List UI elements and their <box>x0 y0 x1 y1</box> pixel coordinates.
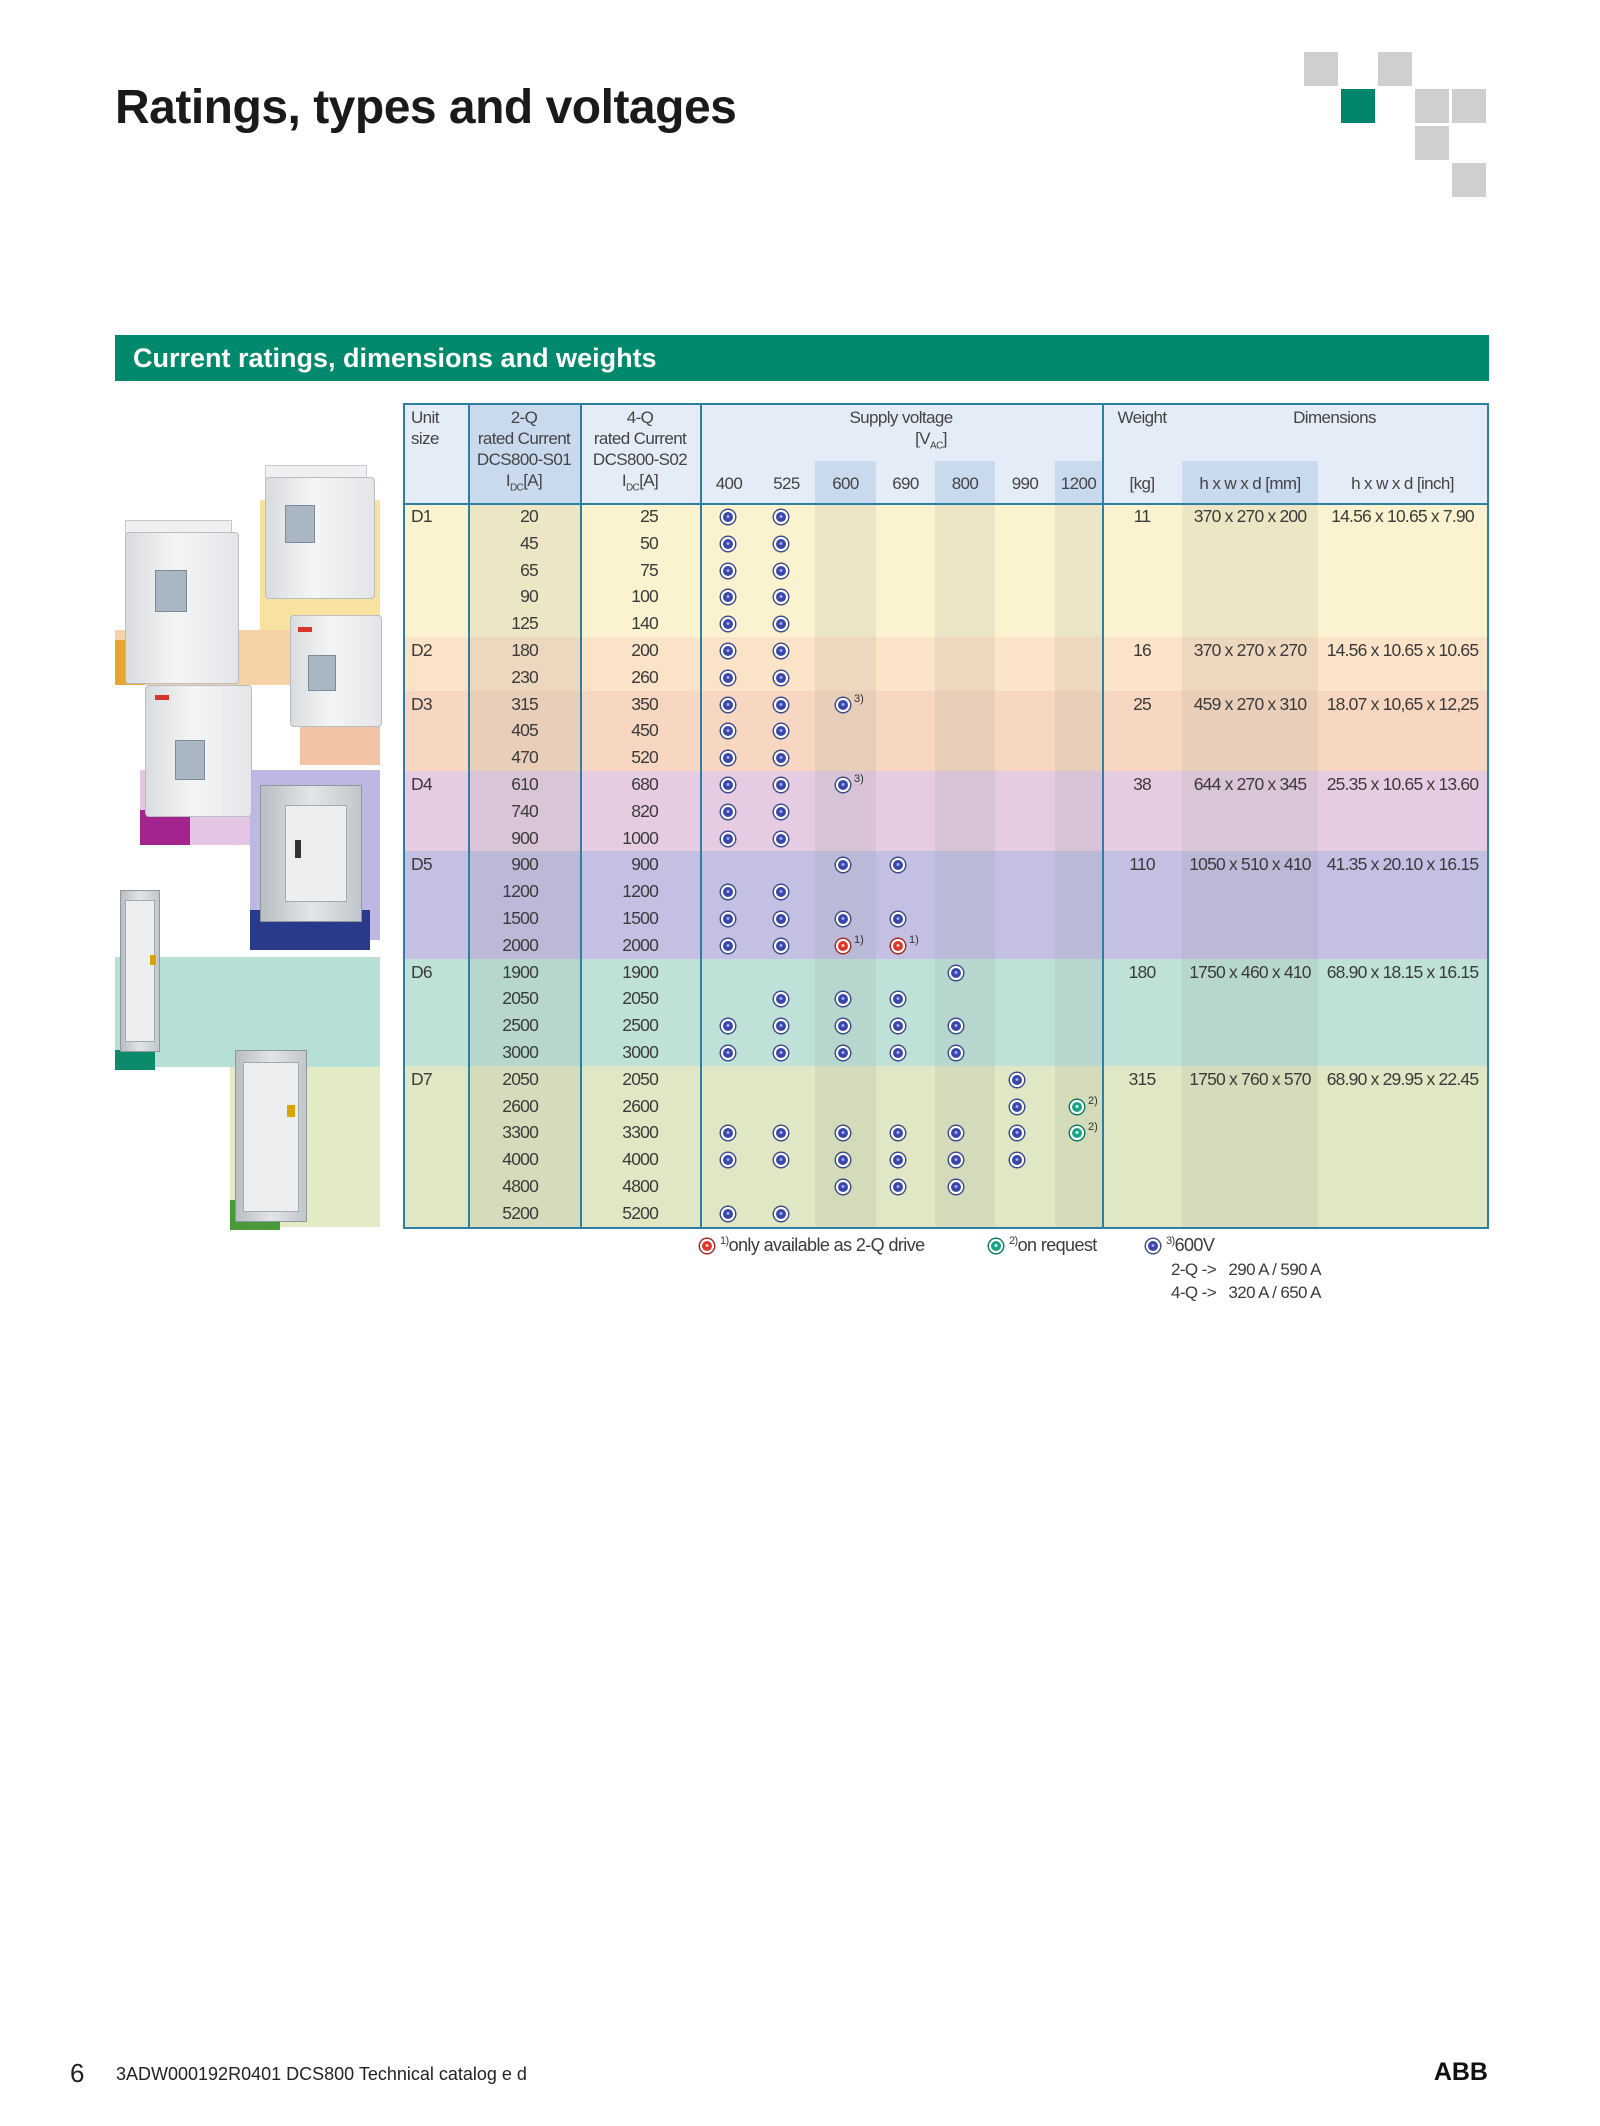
dimension-mm: 459 x 270 x 310 <box>1193 693 1307 714</box>
available-dot-icon <box>774 832 788 846</box>
header-dimensions: Dimensions <box>1293 408 1376 427</box>
current-4q: 520 <box>631 747 658 768</box>
header-weight-unit: [kg] <box>1129 474 1155 493</box>
current-4q: 900 <box>631 854 658 875</box>
footnote-mark: 1) <box>909 933 919 946</box>
current-symbol: I <box>505 471 510 490</box>
header-voltage-1200: 1200 <box>1060 474 1097 493</box>
legend-blue <box>1146 1235 1214 1256</box>
current-4q: 2050 <box>622 988 658 1009</box>
current-2q: 4800 <box>502 1176 538 1196</box>
column-shade <box>1055 637 1102 691</box>
available-dot-icon <box>891 1180 905 1194</box>
weight-value: 25 <box>1133 693 1151 714</box>
footer-doc-id: 3ADW000192R0401 DCS800 Technical catalog e d <box>116 2064 527 2084</box>
current-2q: 2500 <box>502 1015 538 1036</box>
header-unit <box>411 407 439 449</box>
dimension-inch: 68.90 x 29.95 x 22.45 <box>1326 1068 1479 1089</box>
column-shade <box>935 851 995 958</box>
available-dot-icon <box>721 1207 735 1221</box>
available-dot-icon <box>1010 1073 1024 1087</box>
current-4q: 350 <box>631 693 658 714</box>
current-4q: 820 <box>631 800 658 821</box>
page-title: Ratings, types and voltages <box>115 81 737 134</box>
current-2q: 1200 <box>502 881 538 902</box>
header-voltage-800: 800 <box>951 474 979 493</box>
header-unit-line: size <box>411 429 439 448</box>
current-2q: 230 <box>511 666 538 687</box>
weight-value: 16 <box>1133 640 1151 660</box>
section-header: Current ratings, dimensions and weights <box>115 335 1489 381</box>
available-dot-icon <box>721 564 735 578</box>
red-dot-icon <box>700 1239 714 1253</box>
current-4q: 140 <box>631 613 658 634</box>
current-2q: 65 <box>520 559 538 580</box>
column-divider <box>700 405 702 1227</box>
two-q-only-dot-icon <box>891 939 905 953</box>
weight-value: 110 <box>1129 854 1155 875</box>
legend-green <box>989 1235 1097 1256</box>
column-shade <box>1055 851 1102 958</box>
current-4q: 1000 <box>622 827 658 848</box>
header-dim-mm: h x w x d [mm] <box>1199 474 1301 493</box>
available-dot-icon <box>1010 1100 1024 1114</box>
available-dot-icon <box>774 510 788 524</box>
unit-size: D6 <box>411 961 432 982</box>
current-2q: 2050 <box>502 1068 538 1089</box>
current-4q: 5200 <box>622 1202 658 1223</box>
legend-4q-line: 4-Q -> 320 A / 650 A <box>1171 1283 1321 1302</box>
column-shade <box>1055 771 1102 851</box>
current-2q: 470 <box>511 747 538 768</box>
current-4q: 2500 <box>622 1015 658 1036</box>
current-2q: 610 <box>511 774 538 794</box>
column-shade <box>1055 959 1102 1066</box>
dimension-mm: 644 x 270 x 345 <box>1193 774 1307 794</box>
available-dot-icon <box>774 644 788 658</box>
available-dot-icon <box>721 510 735 524</box>
weight-value: 38 <box>1133 774 1151 794</box>
header-4q-line: DCS800-S02 <box>592 450 688 469</box>
available-dot-icon <box>836 778 850 792</box>
column-shade <box>1055 691 1102 771</box>
current-2q: 900 <box>511 854 538 875</box>
legend-green-text: on request <box>1017 1235 1097 1255</box>
supply-voltage-unit <box>700 428 1102 456</box>
current-4q: 3000 <box>622 1042 658 1062</box>
column-shade <box>1055 503 1102 637</box>
header-voltage-600: 600 <box>832 474 859 493</box>
available-dot-icon <box>774 1046 788 1060</box>
header-weight: Weight <box>1117 408 1167 427</box>
column-shade <box>815 503 876 637</box>
column-shade <box>935 691 995 771</box>
current-4q: 25 <box>640 506 658 526</box>
available-dot-icon <box>774 939 788 953</box>
current-2q: 740 <box>511 800 538 821</box>
available-dot-icon <box>774 698 788 712</box>
header-4q <box>580 407 700 498</box>
green-dot-icon <box>989 1239 1003 1253</box>
header-4q-unit <box>580 470 700 498</box>
current-4q: 3300 <box>622 1122 658 1143</box>
footnote-mark: 1) <box>854 933 864 946</box>
current-2q: 3000 <box>502 1042 538 1062</box>
available-dot-icon <box>721 805 735 819</box>
dimension-inch: 68.90 x 18.15 x 16.15 <box>1326 961 1479 982</box>
dimension-mm: 370 x 270 x 270 <box>1193 640 1307 660</box>
current-unit: [A] <box>639 471 659 490</box>
current-2q: 2600 <box>502 1095 538 1116</box>
current-2q: 1500 <box>502 908 538 928</box>
dimension-mm: 1750 x 460 x 410 <box>1189 961 1311 982</box>
current-symbol: I <box>621 471 626 490</box>
current-4q: 2050 <box>622 1068 658 1089</box>
available-dot-icon <box>891 912 905 926</box>
header-dim-inch: h x w x d [inch] <box>1351 474 1454 493</box>
available-dot-icon <box>774 537 788 551</box>
blue-dot-icon <box>1146 1239 1160 1253</box>
current-unit: [A] <box>523 471 543 490</box>
header-2q <box>468 407 580 498</box>
footnote-mark: 2) <box>1088 1121 1098 1134</box>
current-2q: 405 <box>511 720 538 741</box>
available-dot-icon <box>721 644 735 658</box>
dimension-mm: 1050 x 510 x 410 <box>1189 854 1311 875</box>
abb-logo: ABB <box>1433 2058 1488 2086</box>
dimension-inch: 25.35 x 10.65 x 13.60 <box>1326 774 1479 794</box>
vac-open: [V <box>915 429 931 448</box>
two-q-only-dot-icon <box>836 939 850 953</box>
column-shade <box>1055 1066 1102 1227</box>
available-dot-icon <box>721 912 735 926</box>
dimension-inch: 14.56 x 10.65 x 7.90 <box>1331 506 1474 526</box>
column-shade <box>935 637 995 691</box>
current-4q: 50 <box>640 532 658 553</box>
column-shade <box>935 1066 995 1227</box>
supply-voltage-label: Supply voltage <box>849 408 953 427</box>
unit-size: D1 <box>411 506 432 526</box>
header-supply-voltage <box>700 407 1102 456</box>
current-2q: 180 <box>511 640 538 660</box>
available-dot-icon <box>721 832 735 846</box>
available-dot-icon <box>774 778 788 792</box>
on-request-dot-icon <box>1070 1100 1084 1114</box>
header-voltage-525: 525 <box>773 474 800 493</box>
available-dot-icon <box>721 778 735 792</box>
column-shade <box>815 637 876 691</box>
unit-size: D4 <box>411 774 432 794</box>
column-shade <box>935 503 995 637</box>
dimension-mm: 1750 x 760 x 570 <box>1189 1068 1311 1089</box>
current-subscript: DC <box>625 482 640 494</box>
current-2q: 2000 <box>502 934 538 955</box>
current-4q: 4800 <box>622 1176 658 1196</box>
legend-blue-sup: 3) <box>1166 1235 1175 1247</box>
header-2q-unit <box>468 470 580 498</box>
unit-size: D3 <box>411 693 432 714</box>
product-photos <box>110 460 410 1230</box>
current-2q: 20 <box>520 506 538 526</box>
current-2q: 5200 <box>502 1202 538 1223</box>
current-4q: 680 <box>631 774 658 794</box>
header-unit-line: Unit <box>411 408 439 427</box>
unit-size: D7 <box>411 1068 432 1089</box>
current-4q: 450 <box>631 720 658 741</box>
column-shade <box>815 1066 876 1227</box>
current-2q: 125 <box>511 613 538 634</box>
current-2q: 900 <box>511 827 538 848</box>
header-2q-line: 2-Q <box>510 408 538 427</box>
legend-2q-line: 2-Q -> 290 A / 590 A <box>1171 1260 1321 1279</box>
current-2q: 45 <box>520 532 538 553</box>
available-dot-icon <box>721 671 735 685</box>
dimension-inch: 18.07 x 10,65 x 12,25 <box>1326 693 1479 714</box>
current-4q: 1900 <box>622 961 658 982</box>
available-dot-icon <box>721 939 735 953</box>
header-4q-line: 4-Q <box>626 408 654 427</box>
available-dot-icon <box>949 966 963 980</box>
available-dot-icon <box>721 1046 735 1060</box>
current-2q: 4000 <box>502 1149 538 1170</box>
column-shade <box>935 771 995 851</box>
legend-red <box>700 1235 925 1256</box>
dimension-inch: 41.35 x 20.10 x 16.15 <box>1326 854 1479 875</box>
header-2q-line: rated Current <box>477 429 571 448</box>
available-dot-icon <box>949 1180 963 1194</box>
ratings-table <box>403 403 1489 1229</box>
header-2q-line: DCS800-S01 <box>476 450 572 469</box>
available-dot-icon <box>774 564 788 578</box>
current-4q: 200 <box>631 640 658 660</box>
page-number: 6 <box>70 2058 85 2088</box>
available-dot-icon <box>721 698 735 712</box>
available-dot-icon <box>774 805 788 819</box>
current-4q: 1500 <box>622 908 658 928</box>
unit-size: D2 <box>411 640 432 660</box>
available-dot-icon <box>949 1046 963 1060</box>
current-2q: 315 <box>511 693 538 714</box>
current-2q: 1900 <box>502 961 538 982</box>
current-4q: 75 <box>640 559 658 580</box>
vac-sub: AC <box>930 440 943 452</box>
footnote-mark: 3) <box>854 773 864 785</box>
footnote-mark: 3) <box>854 692 864 705</box>
current-4q: 260 <box>631 666 658 687</box>
vac-close: ] <box>942 429 947 448</box>
current-4q: 2600 <box>622 1095 658 1116</box>
legend-red-sup: 1) <box>720 1235 729 1247</box>
current-4q: 2000 <box>622 934 658 955</box>
dimension-inch: 14.56 x 10.65 x 10.65 <box>1326 640 1479 660</box>
header-voltage-690: 690 <box>892 474 919 493</box>
weight-value: 180 <box>1128 961 1156 982</box>
current-2q: 90 <box>520 586 538 607</box>
available-dot-icon <box>774 912 788 926</box>
current-4q: 4000 <box>622 1149 658 1170</box>
available-dot-icon <box>836 698 850 712</box>
available-dot-icon <box>774 1207 788 1221</box>
legend-green-sup: 2) <box>1009 1235 1018 1247</box>
unit-size: D5 <box>411 854 432 875</box>
available-dot-icon <box>836 1046 850 1060</box>
header-voltage-400: 400 <box>715 474 743 493</box>
available-dot-icon <box>836 912 850 926</box>
current-4q: 100 <box>631 586 658 607</box>
header-4q-line: rated Current <box>593 429 687 448</box>
current-4q: 1200 <box>622 881 658 902</box>
legend-red-text: only available as 2-Q drive <box>728 1235 925 1255</box>
current-2q: 3300 <box>502 1122 538 1143</box>
available-dot-icon <box>836 1180 850 1194</box>
header-voltage-990: 990 <box>1011 474 1039 493</box>
available-dot-icon <box>774 671 788 685</box>
dimension-mm: 370 x 270 x 200 <box>1193 506 1307 526</box>
weight-value: 11 <box>1133 506 1151 526</box>
column-shade <box>935 959 995 1066</box>
current-subscript: DC <box>509 482 524 494</box>
legend-blue-text: 600V <box>1174 1235 1215 1255</box>
footnote-mark: 2) <box>1088 1094 1098 1107</box>
current-2q: 2050 <box>502 988 538 1009</box>
weight-value: 315 <box>1128 1068 1156 1089</box>
available-dot-icon <box>891 1046 905 1060</box>
available-dot-icon <box>721 537 735 551</box>
